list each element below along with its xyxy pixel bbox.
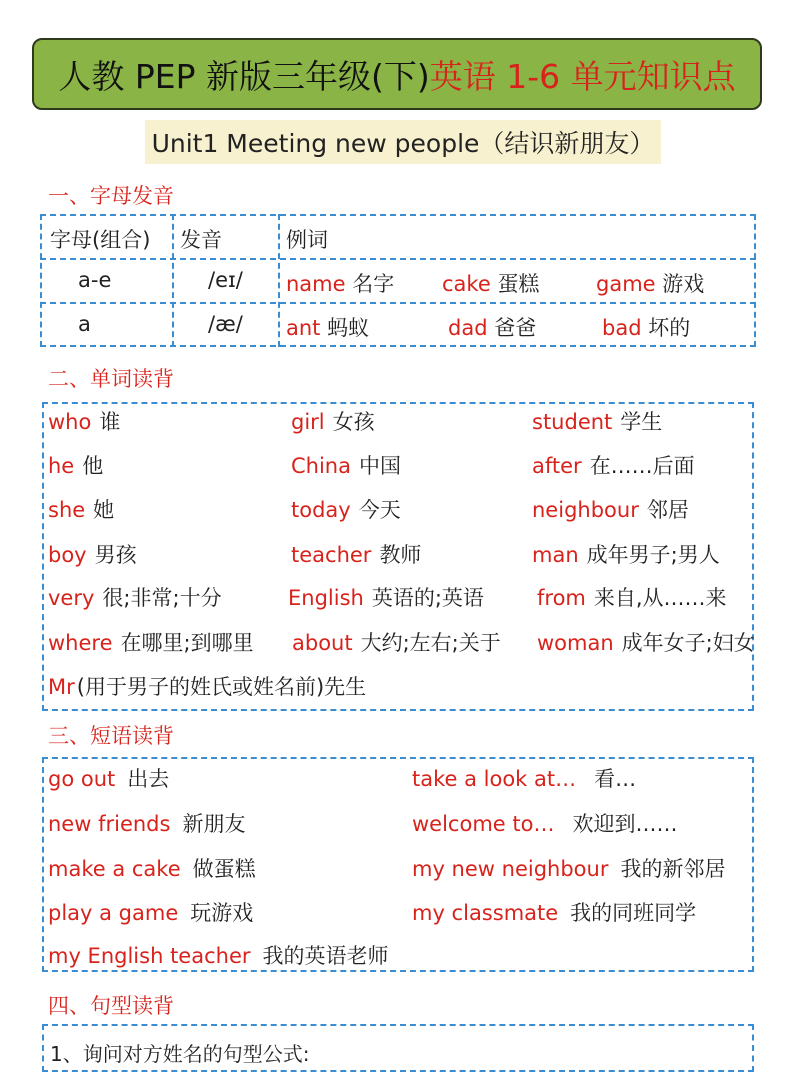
vocab-item: student 学生 — [532, 410, 663, 434]
example-word: cake 蛋糕 — [442, 272, 540, 296]
section2-title: 二、单词读背 — [48, 367, 174, 391]
vocab-item: after 在……后面 — [532, 454, 695, 478]
phrase-item: my English teacher 我的英语老师 — [48, 944, 389, 968]
example-word: ant 蚂蚁 — [286, 316, 370, 340]
phrase-item: make a cake 做蛋糕 — [48, 857, 256, 881]
header-sound: 发音 — [180, 228, 222, 252]
vocab-item: very 很;非常;十分 — [48, 586, 222, 610]
sentence-pattern-heading: 1、询问对方姓名的句型公式: — [50, 1042, 310, 1066]
example-word: name 名字 — [286, 272, 395, 296]
example-word: dad 爸爸 — [448, 316, 537, 340]
phrase-item: welcome to… 欢迎到…… — [412, 812, 678, 836]
vocab-item: who 谁 — [48, 410, 121, 434]
phonics-table — [40, 214, 756, 347]
vocab-item: English 英语的;英语 — [288, 586, 484, 610]
header-letter: 字母(组合) — [50, 228, 151, 252]
vocab-item: woman 成年女子;妇女 — [537, 631, 755, 655]
section1-title: 一、字母发音 — [48, 184, 174, 208]
phrase-item: my classmate 我的同班同学 — [412, 901, 697, 925]
example-word: bad 坏的 — [602, 316, 691, 340]
phrase-item: go out 出去 — [48, 767, 170, 791]
vocab-item: China 中国 — [291, 454, 401, 478]
letter-cell: a — [78, 312, 91, 336]
vocab-item: Mr(用于男子的姓氏或姓名前)先生 — [48, 675, 367, 699]
section3-title: 三、短语读背 — [48, 724, 174, 748]
sound-cell: /eɪ/ — [208, 268, 243, 292]
sound-cell: /æ/ — [208, 312, 243, 336]
vocab-item: boy 男孩 — [48, 543, 137, 567]
vocab-item: man 成年男子;男人 — [532, 543, 720, 567]
unit-subtitle: Unit1 Meeting new people（结识新朋友） — [145, 120, 661, 164]
vocab-item: girl 女孩 — [291, 410, 375, 434]
vocab-item: neighbour 邻居 — [532, 498, 689, 522]
vocab-item: he 他 — [48, 454, 104, 478]
section4-title: 四、句型读背 — [48, 994, 174, 1018]
title-banner — [32, 38, 762, 110]
phrase-item: my new neighbour 我的新邻居 — [412, 857, 726, 881]
vocab-item: about 大约;左右;关于 — [292, 631, 501, 655]
title-part1: 人教 PEP 新版三年级(下) — [58, 56, 430, 96]
phrase-item: play a game 玩游戏 — [48, 901, 254, 925]
header-examples: 例词 — [286, 228, 328, 252]
vocab-item: where 在哪里;到哪里 — [48, 631, 254, 655]
vocab-item: from 来自,从……来 — [537, 586, 727, 610]
title-part2: 英语 1-6 单元知识点 — [429, 56, 736, 96]
vocab-item: she 她 — [48, 498, 115, 522]
letter-cell: a-e — [78, 268, 112, 292]
vocab-item: teacher 教师 — [291, 543, 422, 567]
phrase-item: new friends 新朋友 — [48, 812, 246, 836]
phrase-item: take a look at… 看… — [412, 767, 637, 791]
vocab-item: today 今天 — [291, 498, 401, 522]
example-word: game 游戏 — [596, 272, 705, 296]
